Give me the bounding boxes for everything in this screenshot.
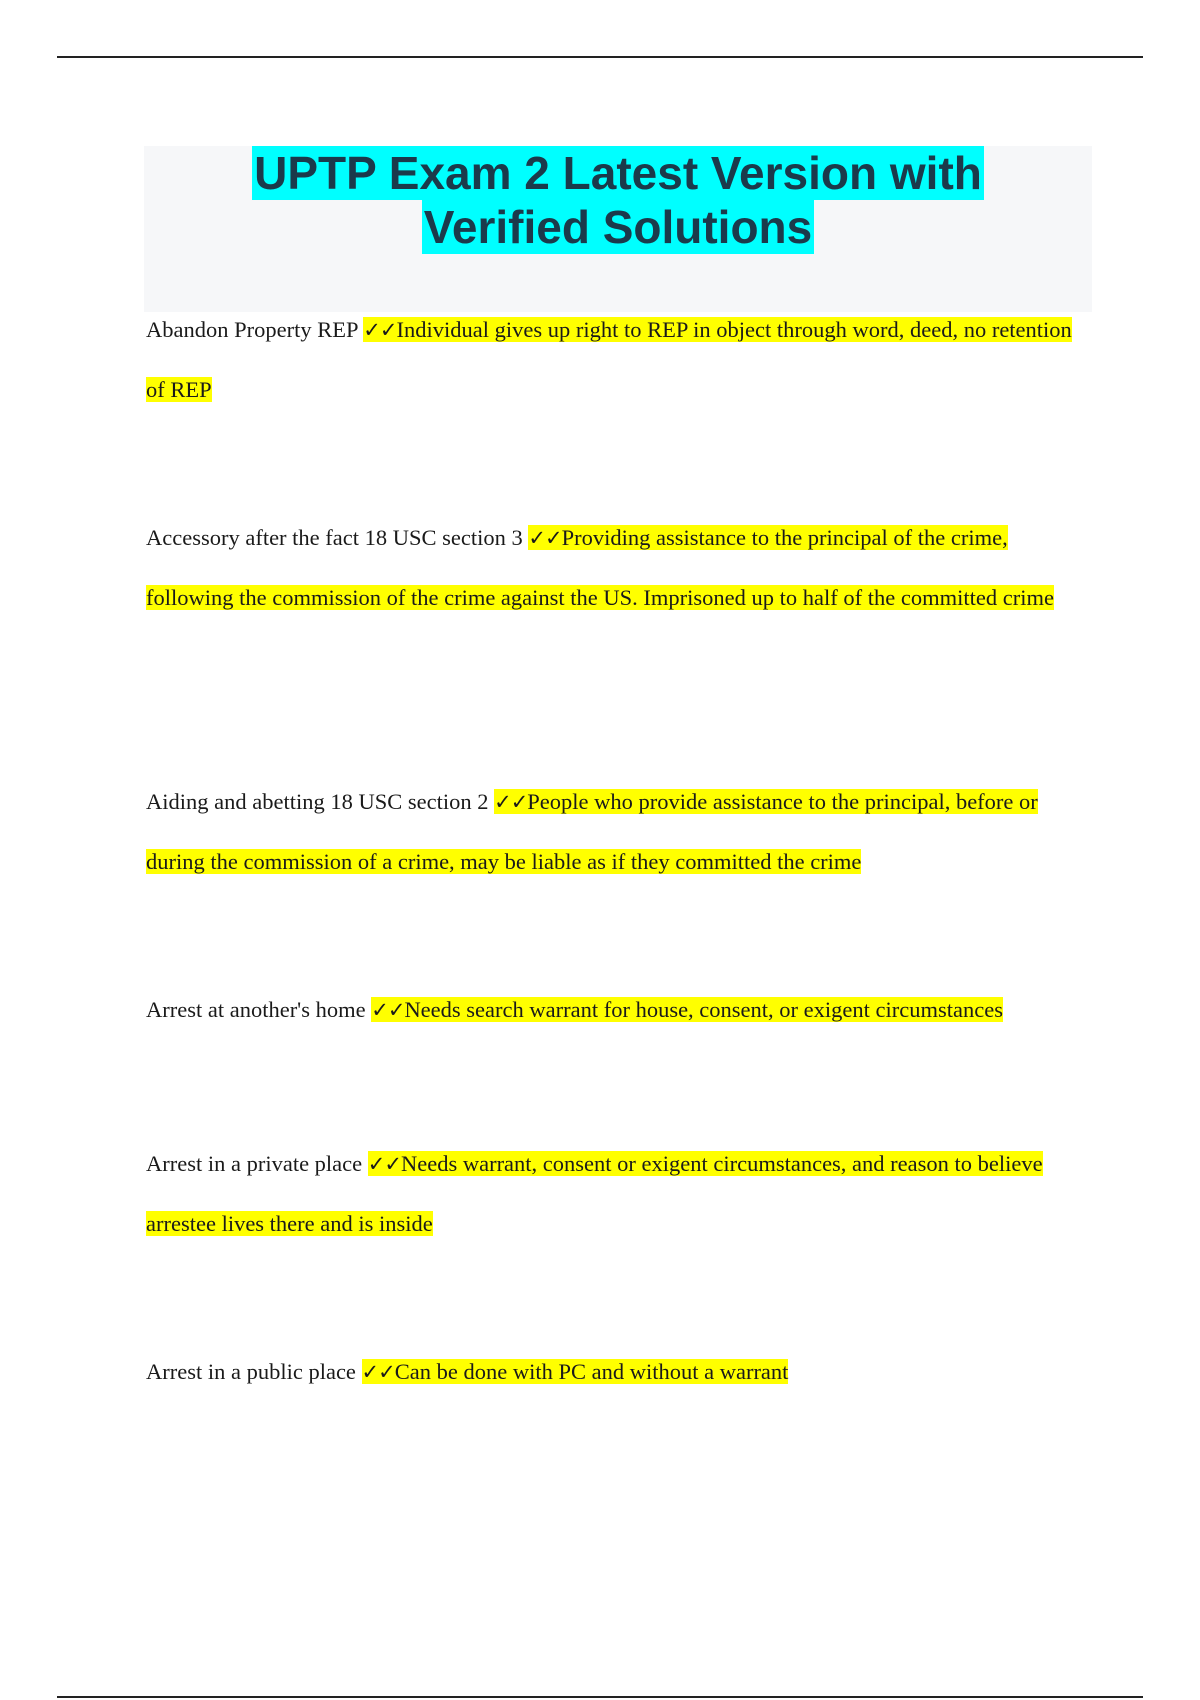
entry-term: Arrest in a public place [146,1359,356,1384]
flashcard-entry [146,508,1086,628]
entry-answer-text: Providing assistance to the principal of the crime, following the commission of the crime against the US. Imprisoned up to half of the committed crime [146,525,1054,610]
flashcard-entry [146,772,1086,892]
top-rule [57,56,1143,58]
title-block [144,146,1092,312]
flashcard-entry [146,1342,1086,1402]
flashcard-entry [146,1134,1086,1254]
title-line-2: Verified Solutions [423,201,813,253]
entry-answer-text: Can be done with PC and without a warrant [394,1359,789,1384]
entry-answer-text: Needs warrant, consent or exigent circumstances, and reason to believe arrestee lives there and is inside [146,1151,1043,1236]
double-check-icon: ✓✓ [371,998,405,1022]
entry-term: Aiding and abetting 18 USC section 2 [146,789,489,814]
entry-answer-text: Needs search warrant for house, consent, or exigent circumstances [404,997,1003,1022]
entry-answer [371,997,1003,1022]
entry-term: Abandon Property REP [146,317,358,342]
flashcard-entry [146,300,1086,420]
double-check-icon: ✓✓ [363,318,397,342]
double-check-icon: ✓✓ [361,1360,395,1384]
bottom-rule [57,1696,1143,1698]
entry-answer [362,1359,789,1384]
entry-term: Accessory after the fact 18 USC section 3 [146,525,523,550]
entry-answer-text: Individual gives up right to REP in object through word, deed, no retention of REP [146,317,1072,402]
page-title [144,146,1092,254]
flashcard-entry [146,980,1086,1040]
entry-term: Arrest in a private place [146,1151,363,1176]
double-check-icon: ✓✓ [528,526,562,550]
double-check-icon: ✓✓ [494,790,528,814]
entry-answer-text: People who provide assistance to the principal, before or during the commission of a crime, may be liable as if they committed the crime [146,789,1038,874]
entry-term: Arrest at another's home [146,997,366,1022]
double-check-icon: ✓✓ [367,1152,401,1176]
title-line-1: UPTP Exam 2 Latest Version with [254,147,982,199]
